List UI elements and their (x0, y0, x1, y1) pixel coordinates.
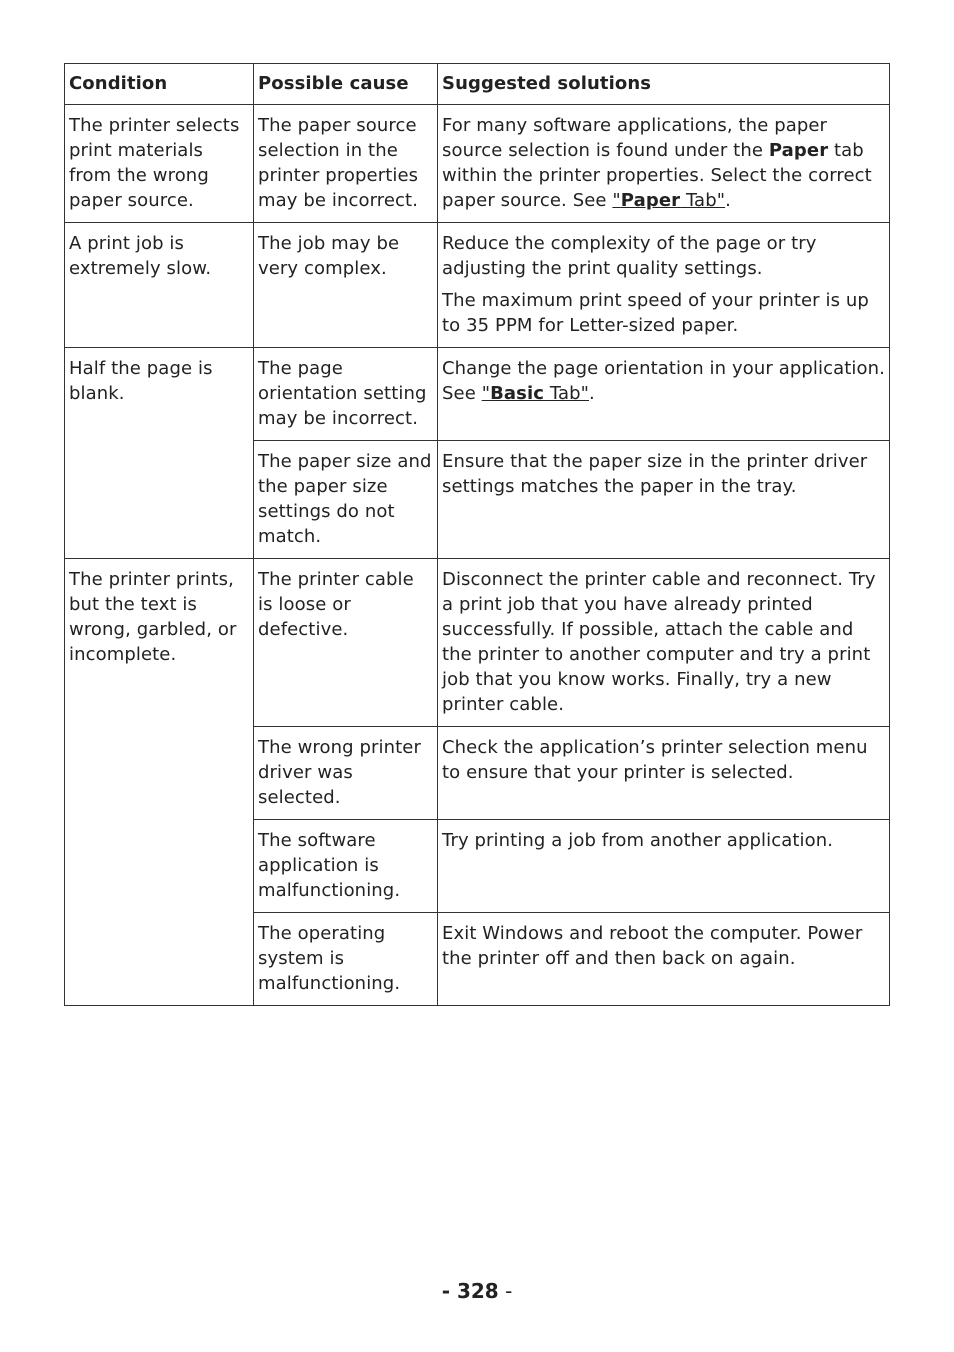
solution-cell: Check the application’s printer selection menu to ensure that your printer is selected. (438, 727, 890, 820)
solution-text: For many software applications, the paper source selection is found under the (442, 115, 828, 161)
condition-cell: A print job is extremely slow. (65, 223, 254, 348)
solution-text: Change the page orientation in your application. See (442, 358, 885, 404)
troubleshooting-table (64, 63, 890, 1006)
condition-cell: The printer prints, but the text is wrong, garbled, or incomplete. (65, 559, 254, 1006)
page-number-value: 328 (456, 1279, 499, 1303)
table-row (65, 348, 890, 441)
cause-cell: The wrong printer driver was selected. (254, 727, 438, 820)
basic-tab-link-rest: Tab" (544, 383, 589, 404)
cause-cell: The paper size and the paper size settings do not match. (254, 441, 438, 559)
page-number-prefix: - (441, 1279, 457, 1303)
cause-cell: The printer cable is loose or defective. (254, 559, 438, 727)
column-header-cause: Possible cause (254, 64, 438, 105)
cause-cell: The software application is malfunctioning. (254, 820, 438, 913)
cause-cell: The page orientation setting may be incorrect. (254, 348, 438, 441)
page-number-suffix: - (498, 1279, 513, 1303)
solution-paragraph: Reduce the complexity of the page or try adjusting the print quality settings. (442, 233, 817, 279)
solution-cell (438, 348, 890, 441)
solution-cell: Disconnect the printer cable and reconnect. Try a print job that you have already printed successfully. If possible, attach the cable and the printer to another computer and try a print job that you know works. Finally, try a new printer cable. (438, 559, 890, 727)
solution-cell (438, 223, 890, 348)
column-header-solutions: Suggested solutions (438, 64, 890, 105)
solution-bold-term: Paper (768, 140, 829, 161)
solution-text: . (589, 383, 595, 404)
table-row (65, 105, 890, 223)
table-row (65, 559, 890, 727)
basic-tab-link-bold: Basic (490, 383, 545, 404)
table-row (65, 223, 890, 348)
solution-text: . (725, 190, 731, 211)
table-header-row (65, 64, 890, 105)
solution-cell: Try printing a job from another application. (438, 820, 890, 913)
cause-cell: The operating system is malfunctioning. (254, 913, 438, 1006)
solution-cell (438, 105, 890, 223)
solution-paragraph: The maximum print speed of your printer is up to 35 PPM for Letter-sized paper. (442, 290, 869, 336)
solution-cell: Ensure that the paper size in the printer driver settings matches the paper in the tray. (438, 441, 890, 559)
condition-cell: Half the page is blank. (65, 348, 254, 559)
paper-tab-link-rest: Tab" (680, 190, 726, 211)
solution-text: tab within the printer properties. Select the correct paper source. See (442, 140, 872, 211)
column-header-condition: Condition (65, 64, 254, 105)
solution-cell: Exit Windows and reboot the computer. Power the printer off and then back on again. (438, 913, 890, 1006)
basic-tab-link[interactable]: "Basic Tab" (481, 383, 589, 404)
paper-tab-link[interactable]: "Paper Tab" (612, 190, 726, 211)
condition-cell: The printer selects print materials from the wrong paper source. (65, 105, 254, 223)
page-number (0, 1279, 954, 1303)
cause-cell: The job may be very complex. (254, 223, 438, 348)
cause-cell: The paper source selection in the printer properties may be incorrect. (254, 105, 438, 223)
paper-tab-link-bold: Paper (620, 190, 681, 211)
